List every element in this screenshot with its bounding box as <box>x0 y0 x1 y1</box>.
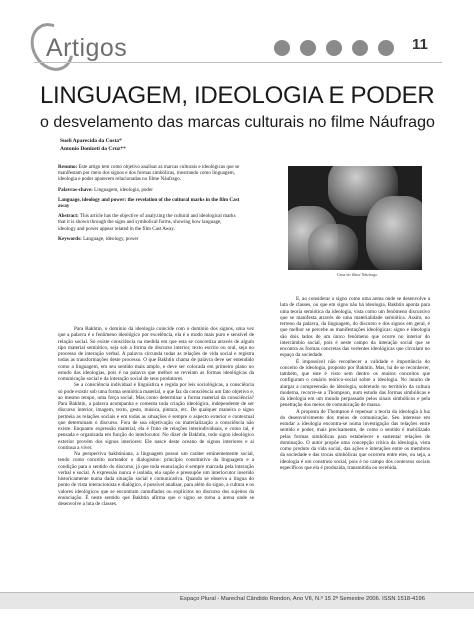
palavras-label: Palavras-chave: <box>58 186 93 193</box>
body-paragraph: Para Bakhtin, o domínio da ideologia coincide com o domínio dos signos, uma vez que a palavra é o fenômeno ideológico por excelência, ela é o modo mais puro e sensível de relação social. Só existe consciência na medida em que esta se concretiza através de algum tipo material semiótico, seja sob a forma de discurso interior, texto escrito ou oral, seja no processo de interação verbal. A palavra circunda todas as relações de vida social e registra todas as transformações deste processo. O que Bakhtin chama de palavra deve ser entendido como a linguagem, em seu sentido mais amplo, e deve ser colocada em primeiro plano no estudo das ideologias, pois é na palavra que melhor se revelam as formas ideológicas da comunicação social e da interação social de seus produtores. <box>58 326 254 382</box>
article-subtitle: o desvelamento das marcas culturais no filme Náufrago <box>40 114 435 131</box>
author-1: Sueli Aparecida da Costa* <box>60 138 122 144</box>
image-caption: Cena do filme Náufrago <box>336 272 378 277</box>
body-paragraph: Na perspectiva bakhtiniana, a linguagem possui um caráter eminentemente social, tendo como conceito norteador o dialogismo: princípio constitutivo da linguagem e a condição para o sentido do discurso, já que toda enunciação é sempre marcada pela interação verbal e social. A expressão nunca é isolada, ela supõe e pressupõe um interlocutor inserido historicamente numa dada situação social e comunicativa. Quando se observa a língua do ponto de vista interacionista e dialógico, é possível analisar, para além do signo, a cultura e os valores ideológicos que se encontram camuflados ou explícitos no discurso dos sujeitos da enunciação. É neste sentido que Bakhtin afirma que o signo se torna a arena onde se desenvolve a luta de classes. <box>58 451 254 507</box>
abstract-label: Abstract: <box>58 213 79 220</box>
body-column-right <box>280 296 430 578</box>
footer-citation: Espaço Plural - Marechal Cândido Rondon, Ano VII, N.º 15 2º Semestre 2006. ISSN 1518-4196 <box>180 596 425 602</box>
keywords-text: Language, ideology, power <box>83 235 139 242</box>
section-label: Artigos <box>46 34 128 62</box>
body-paragraph: A proposta de Thompson é repensar a teoria da ideologia à luz do desenvolvimento dos meios de comunicação. Seu interesse em estudar a ideologia encontra-se numa investigação das relações entre sentido e poder, mais precisamente, de como o sentido é mobilizado pelas formas simbólicas para estabelecer e sustentar relações de dominação. O autor propõe uma concepção crítica da ideologia, vista como produto da vida social, das ações e interações entre os membros da sociedade e das trocas simbólicas que ocorrem entre eles, ou seja, a ideologia é um construto social, pois é no campo dos contextos sociais específicos que ela é produzida, transmitida ou recebida. <box>280 408 430 471</box>
header-divider <box>34 62 442 63</box>
abstract-block <box>58 164 240 318</box>
body-paragraph: E, ao considerar o signo como uma arena onde se desenvolve a luta de classes, ou que em signo não há ideologia, Bakhtin aponta para uma teoria semiótica da ideologia, vista como um fenômeno discursivo que se manifesta através de uma materialidade semiótica. Assim, no terreno da palavra, da linguagem, do discurso e dos signos em geral, é que melhor se percebe as manifestações ideológicas: signo e ideologia são dois lados de um único fenômeno que ocorre no interior do intercâmbio social, pois é neste campo da interação social que se encontra as formas concretas das vertentes ideológicas que circulam no espaço da sociedade. <box>280 296 430 359</box>
keywords-label: Keywords: <box>58 235 82 242</box>
body-paragraph: É impossível não reconhecer a validade e importância do conceito de ideologia, proposto por Bakhtin. Mas, há de se reconhecer, também, que este é visto sem dentro os muitos conceitos que configuram o cenário teórico-social sobre a ideologia. No intuito de alargar a compreensão de ideologia, sobretudo no território da cultura moderna, recorre-se a Thompson, num estudo das formas simbólicas e da ideologia em um mundo perpassado pelos sinais simbólicos e pela penetração dos meios de comunicação de massa. <box>280 358 430 409</box>
page-header <box>0 0 474 78</box>
body-paragraph: Se a consciência individual é linguística e regida por leis sociológicas, a consciência só pode existir sob uma forma semiótica material, o que faz da consciência um fato objetivo e, ao mesmo tempo, uma força social. Mas como determinar a forma material da consciência? Para Bakhtin, a palavra acompanha e comenta toda criação ideológica, independente de ser discurso interior, imagem, texto, gesto, música, pintura, etc. De qualquer maneira o signo permeia as relações sociais e em todas as situações é sempre o aspecto exterior e contextual que determinam o discurso. Fora de sua objetivação ou materialização a consciência não existe. Enquanto expressão material, ela é fruto de relações interindividuais, e como tal, é pensada e organizada em função do interlocutor. No dizer de Bakhtin, todo signo ideológico exterior provém dos signos interiores: Ele nasce deste oceano de signos interiores e aí continua a viver. <box>58 382 254 451</box>
palavras-text: Linguagem, ideologia, poder <box>94 186 153 193</box>
abstract-text: This article has the objective of analyzing the cultural and ideological marks that it is shown through the signs and symbolical forms, showing how language, ideology and power appear related in the film Cast Away. <box>58 213 236 232</box>
author-2: Antonio Donizeti da Cruz** <box>60 146 126 152</box>
resumo-label: Resumo: <box>58 164 78 170</box>
english-title: Language, ideology and power: the revelation of the cultural marks in the film Cast away <box>58 196 240 210</box>
film-still-image <box>288 166 422 270</box>
body-column-left <box>58 326 254 574</box>
page-footer <box>0 592 474 610</box>
page-number: 11 <box>412 36 428 53</box>
article-title: LINGUAGEM, IDEOLOGIA E PODER <box>40 82 435 109</box>
resumo-text: Este artigo tem como objetivo analisar as marcas culturais e ideológicas que se manifestam por meio dos signos e dos formas simbólicas, mostrando como linguagem, ideologia e poder aparecem relacionadas no filme Náufrago. <box>58 164 240 183</box>
